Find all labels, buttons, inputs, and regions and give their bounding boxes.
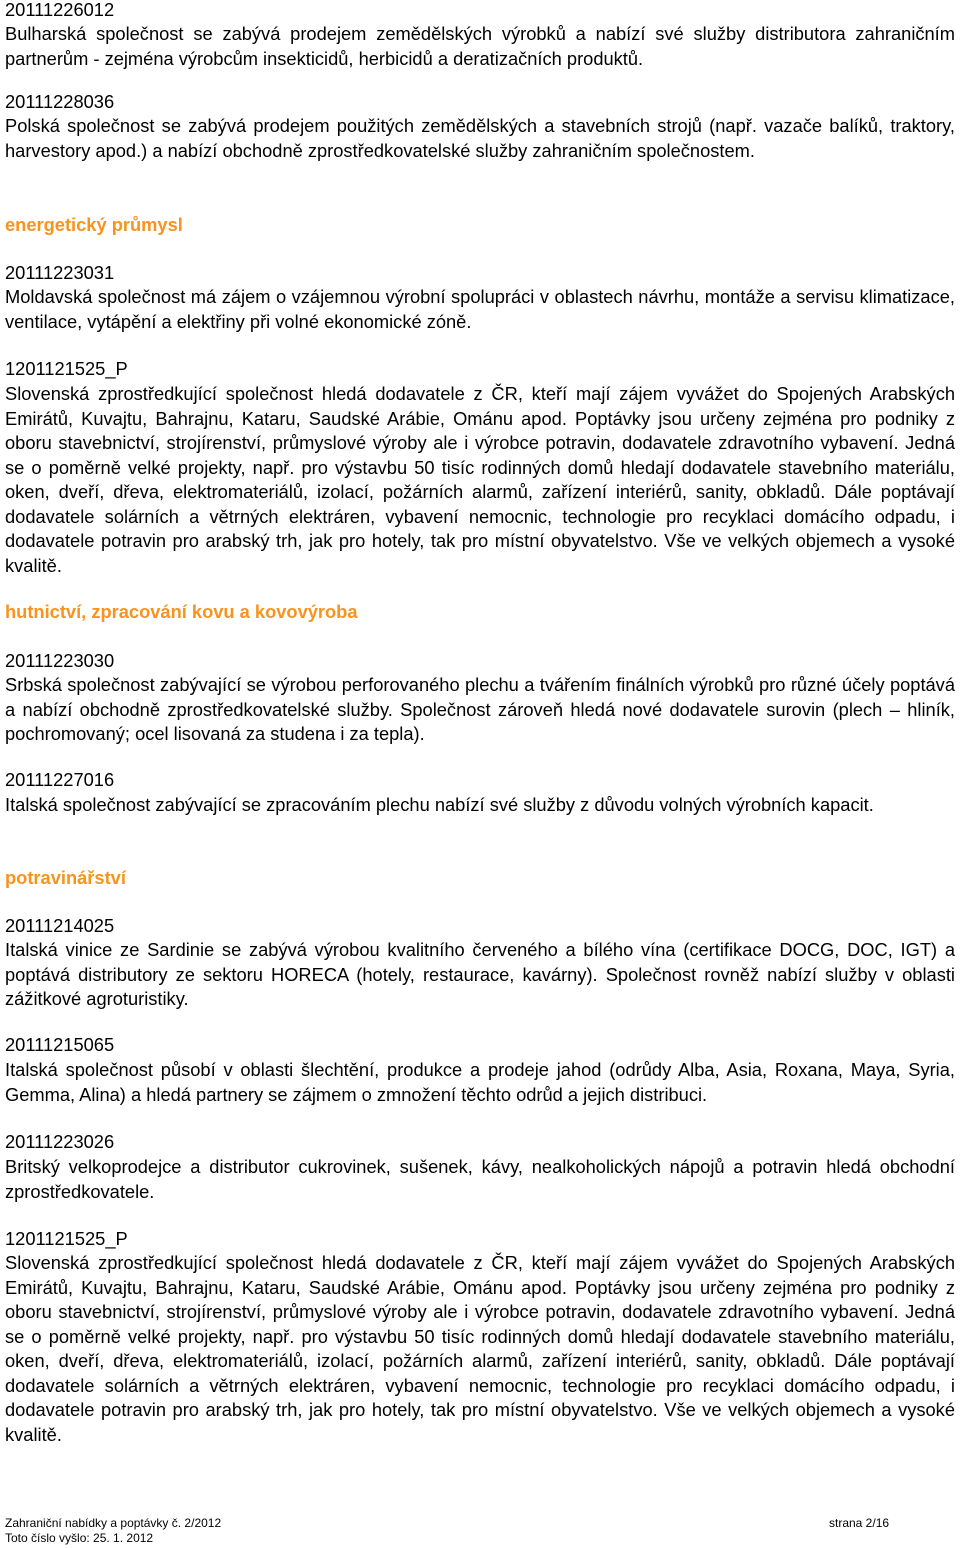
entry-text: Slovenská zprostředkující společnost hledá dodavatele z ČR, kteří mají zájem vyvážet do Spojených Arabských Emirátů, Kuvajtu, Bahrajnu, Kataru, Saudské Arábie, Ománu apod. Poptávky jsou určeny zejména pro podniky z oboru stavebnictví, strojírenství, průmyslové výroby ale i výrobce potravin, dodavatele zdravotního vybavení. Jedná se o poměrně velké projekty, např. pro výstavbu 50 tisíc rodinných domů hledají dodavatele stavebního materiálu, oken, dveří, dřeva, elektromateriálů, izolací, požárních alarmů, zařízení interiérů, sanity, obkladů. Dále poptávají dodavatele solárních a větrných elektráren, vybavení nemocnic, technologie pro recyklaci domácího odpadu, i dodavatele potravin pro arabský trh, jak pro hotely, tak pro místní obyvatelstvo. Vše ve velkých objemech a vysoké kvalitě. bbox=[5, 1252, 955, 1445]
entry-code: 20111223031 bbox=[5, 262, 115, 283]
entry-text: Moldavská společnost má zájem o vzájemnou výrobní spolupráci v oblastech návrhu, montáže a servisu klimatizace, ventilace, vytápění a elektřiny při volné ekonomické zóně. bbox=[5, 286, 955, 332]
entry-code: 20111215065 bbox=[5, 1034, 115, 1055]
entry-text: Slovenská zprostředkující společnost hledá dodavatele z ČR, kteří mají zájem vyvážet do Spojených Arabských Emirátů, Kuvajtu, Bahrajnu, Kataru, Saudské Arábie, Ománu apod. Poptávky jsou určeny zejména pro podniky z oboru stavebnictví, strojírenství, průmyslové výroby ale i výrobce potravin, dodavatele zdravotního vybavení. Jedná se o poměrně velké projekty, např. pro výstavbu 50 tisíc rodinných domů hledají dodavatele stavebního materiálu, oken, dveří, dřeva, elektromateriálů, izolací, požárních alarmů, zařízení interiérů, sanity, obkladů. Dále poptávají dodavatele solárních a větrných elektráren, vybavení nemocnic, technologie pro recyklaci domácího odpadu, i dodavatele potravin pro arabský trh, jak pro hotely, tak pro místní obyvatelstvo. Vše ve velkých objemech a vysoké kvalitě. bbox=[5, 383, 955, 576]
footer-page-number: strana 2/16 bbox=[829, 1516, 890, 1530]
entry-code: 20111223030 bbox=[5, 650, 115, 671]
entry-code: 1201121525_P bbox=[5, 358, 128, 379]
entry-text: Italská společnost působí v oblasti šlechtění, produkce a prodeje jahod (odrůdy Alba, Asia, Roxana, Maya, Syria, Gemma, Alina) a hledá partnery se zájmem o zmnožení těchto odrůd a jejich distribuci. bbox=[5, 1059, 955, 1105]
entry-code: 20111214025 bbox=[5, 915, 115, 936]
entry-text: Britský velkoprodejce a distributor cukrovinek, sušenek, kávy, nealkoholických nápojů a potravin hledá obchodní zprostředkovatele. bbox=[5, 1156, 955, 1202]
section-heading-food: potravinářství bbox=[5, 867, 126, 888]
entry-code: 20111228036 bbox=[5, 91, 115, 112]
entry-code: 20111223026 bbox=[5, 1131, 115, 1152]
footer-publication: Zahraniční nabídky a poptávky č. 2/2012 bbox=[5, 1516, 222, 1530]
section-heading-energy: energetický průmysl bbox=[5, 214, 183, 235]
entry-text: Italská společnost zabývající se zpracováním plechu nabízí své služby z důvodu volných výrobních kapacit. bbox=[5, 794, 874, 815]
entry-text: Polská společnost se zabývá prodejem použitých zemědělských a stavebních strojů (např. vazače balíků, traktory, harvestory apod.) a nabízí obchodně zprostředkovatelské služby zahraničním společnostem. bbox=[5, 115, 955, 161]
entry-code: 1201121525_P bbox=[5, 1228, 128, 1249]
section-heading-metallurgy: hutnictví, zpracování kovu a kovovýroba bbox=[5, 601, 358, 622]
footer-issue-date: Toto číslo vyšlo: 25. 1. 2012 bbox=[5, 1531, 154, 1545]
entry-text: Srbská společnost zabývající se výrobou perforovaného plechu a tvářením finálních výrobků pro různé účely poptává a nabízí obchodně zprostředkovatelské služby. Společnost zároveň hledá nové dodavatele surovin (plech – hliník, pochromovaný; ocel lisovaná za studena i za tepla). bbox=[5, 674, 955, 744]
entry-text: Italská vinice ze Sardinie se zabývá výrobou kvalitního červeného a bílého vína (certifikace DOCG, DOC, IGT) a poptává distributory ze sektoru HORECA (hotely, restaurace, kavárny). Společnost rovněž nabízí služby v oblasti zážitkové agroturistiky. bbox=[5, 939, 955, 1009]
entry-text: Bulharská společnost se zabývá prodejem zemědělských výrobků a nabízí své služby distributora zahraničním partnerům - zejména výrobcům insekticidů, herbicidů a deratizačních produktů. bbox=[5, 23, 955, 69]
entry-code: 20111226012 bbox=[5, 0, 115, 20]
entry-code: 20111227016 bbox=[5, 769, 115, 790]
